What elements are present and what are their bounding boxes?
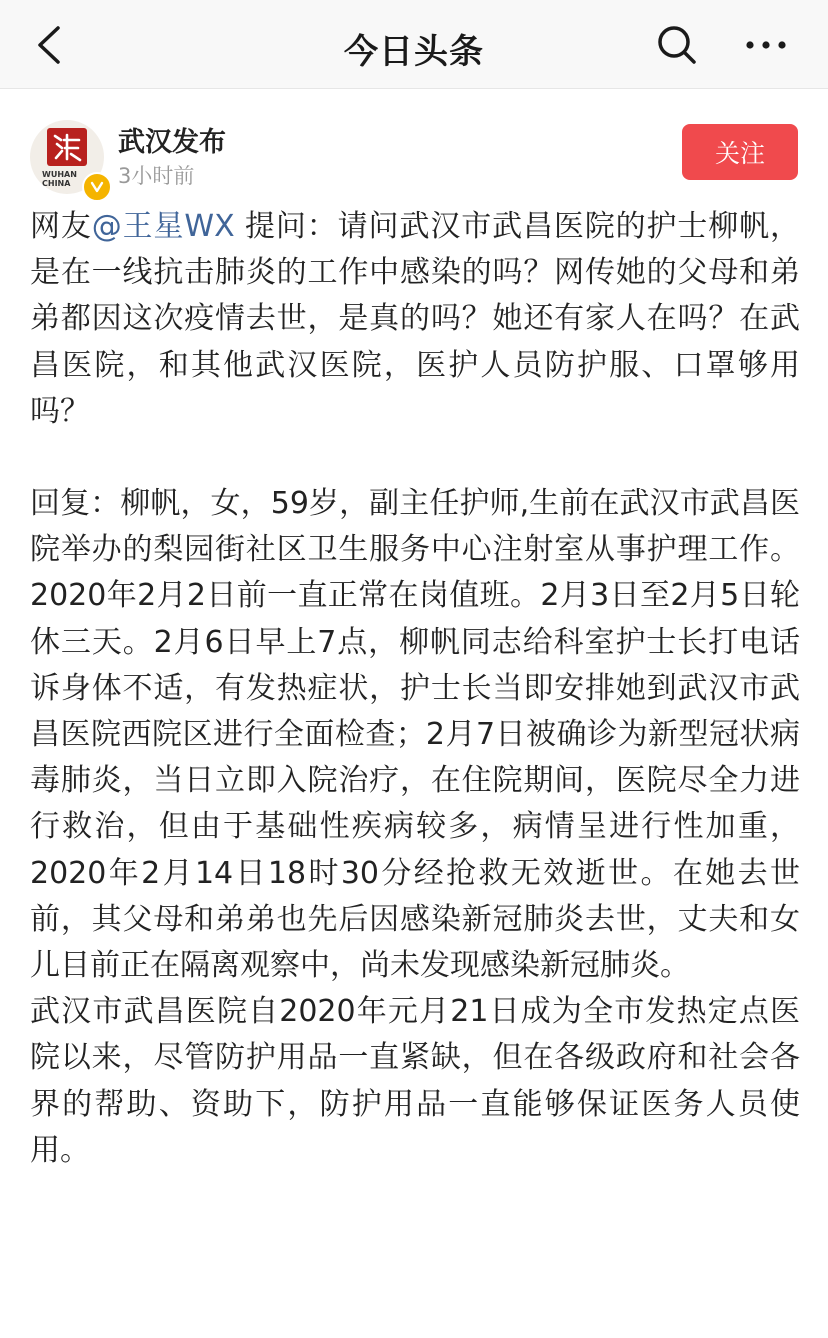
back-button[interactable]	[22, 18, 76, 72]
search-button[interactable]	[650, 18, 704, 72]
question-paragraph	[30, 204, 800, 435]
author-row	[0, 110, 828, 200]
closing-paragraph: 武汉市武昌医院自2020年元月21日成为全市发热定点医院以来，尽管防护用品一直紧缺，但在各级政府和社会各界的帮助、资助下，防护用品一直能够保证医务人员使用。	[30, 994, 800, 1168]
svg-text:WUHAN: WUHAN	[42, 170, 77, 179]
page-title: 今日头条	[344, 32, 484, 72]
more-dots-icon	[744, 39, 788, 51]
svg-text:CHINA: CHINA	[42, 179, 71, 187]
user-mention-link[interactable]: @王星WX	[91, 209, 235, 244]
question-prefix: 网友	[30, 209, 92, 244]
chevron-left-icon	[34, 25, 64, 65]
post-content	[30, 204, 800, 1174]
logo-seal	[47, 128, 87, 166]
author-name[interactable]: 武汉发布	[118, 127, 226, 158]
question-text: 提问：请问武汉市武昌医院的护士柳帆，是在一线抗击肺炎的工作中感染的吗？网传她的父母和弟弟都因这次疫情去世，是真的吗？她还有家人在吗？在武昌医院，和其他武汉医院，医护人员防护服、口罩够用吗？	[30, 209, 800, 429]
post-time: 3小时前	[118, 164, 195, 188]
more-button[interactable]	[736, 18, 796, 72]
follow-button[interactable]: 关注	[682, 124, 798, 180]
reply-paragraph: 回复：柳帆，女，59岁，副主任护师,生前在武汉市武昌医院举办的梨园街社区卫生服务中心注射室从事护理工作。2020年2月2日前一直正常在岗值班。2月3日至2月5日轮休三天。2月6日早上7点，柳帆同志给科室护士长打电话诉身体不适，有发热症状，护士长当即安排她到武汉市武昌医院西院区进行全面检查；2月7日被确诊为新型冠状病毒肺炎，当日立即入院治疗，在住院期间，医院尽全力进行救治，但由于基础性疾病较多，病情呈进行性加重，2020年2月14日18时30分经抢救无效逝世。在她去世前，其父母和弟弟也先后因感染新冠肺炎去世，丈夫和女儿目前正在隔离观察中，尚未发现感染新冠肺炎。	[30, 486, 800, 984]
search-icon	[655, 23, 699, 67]
top-navbar	[0, 0, 828, 89]
paragraph-gap	[30, 435, 800, 481]
verified-badge-icon	[82, 172, 112, 202]
avatar[interactable]	[30, 120, 104, 194]
